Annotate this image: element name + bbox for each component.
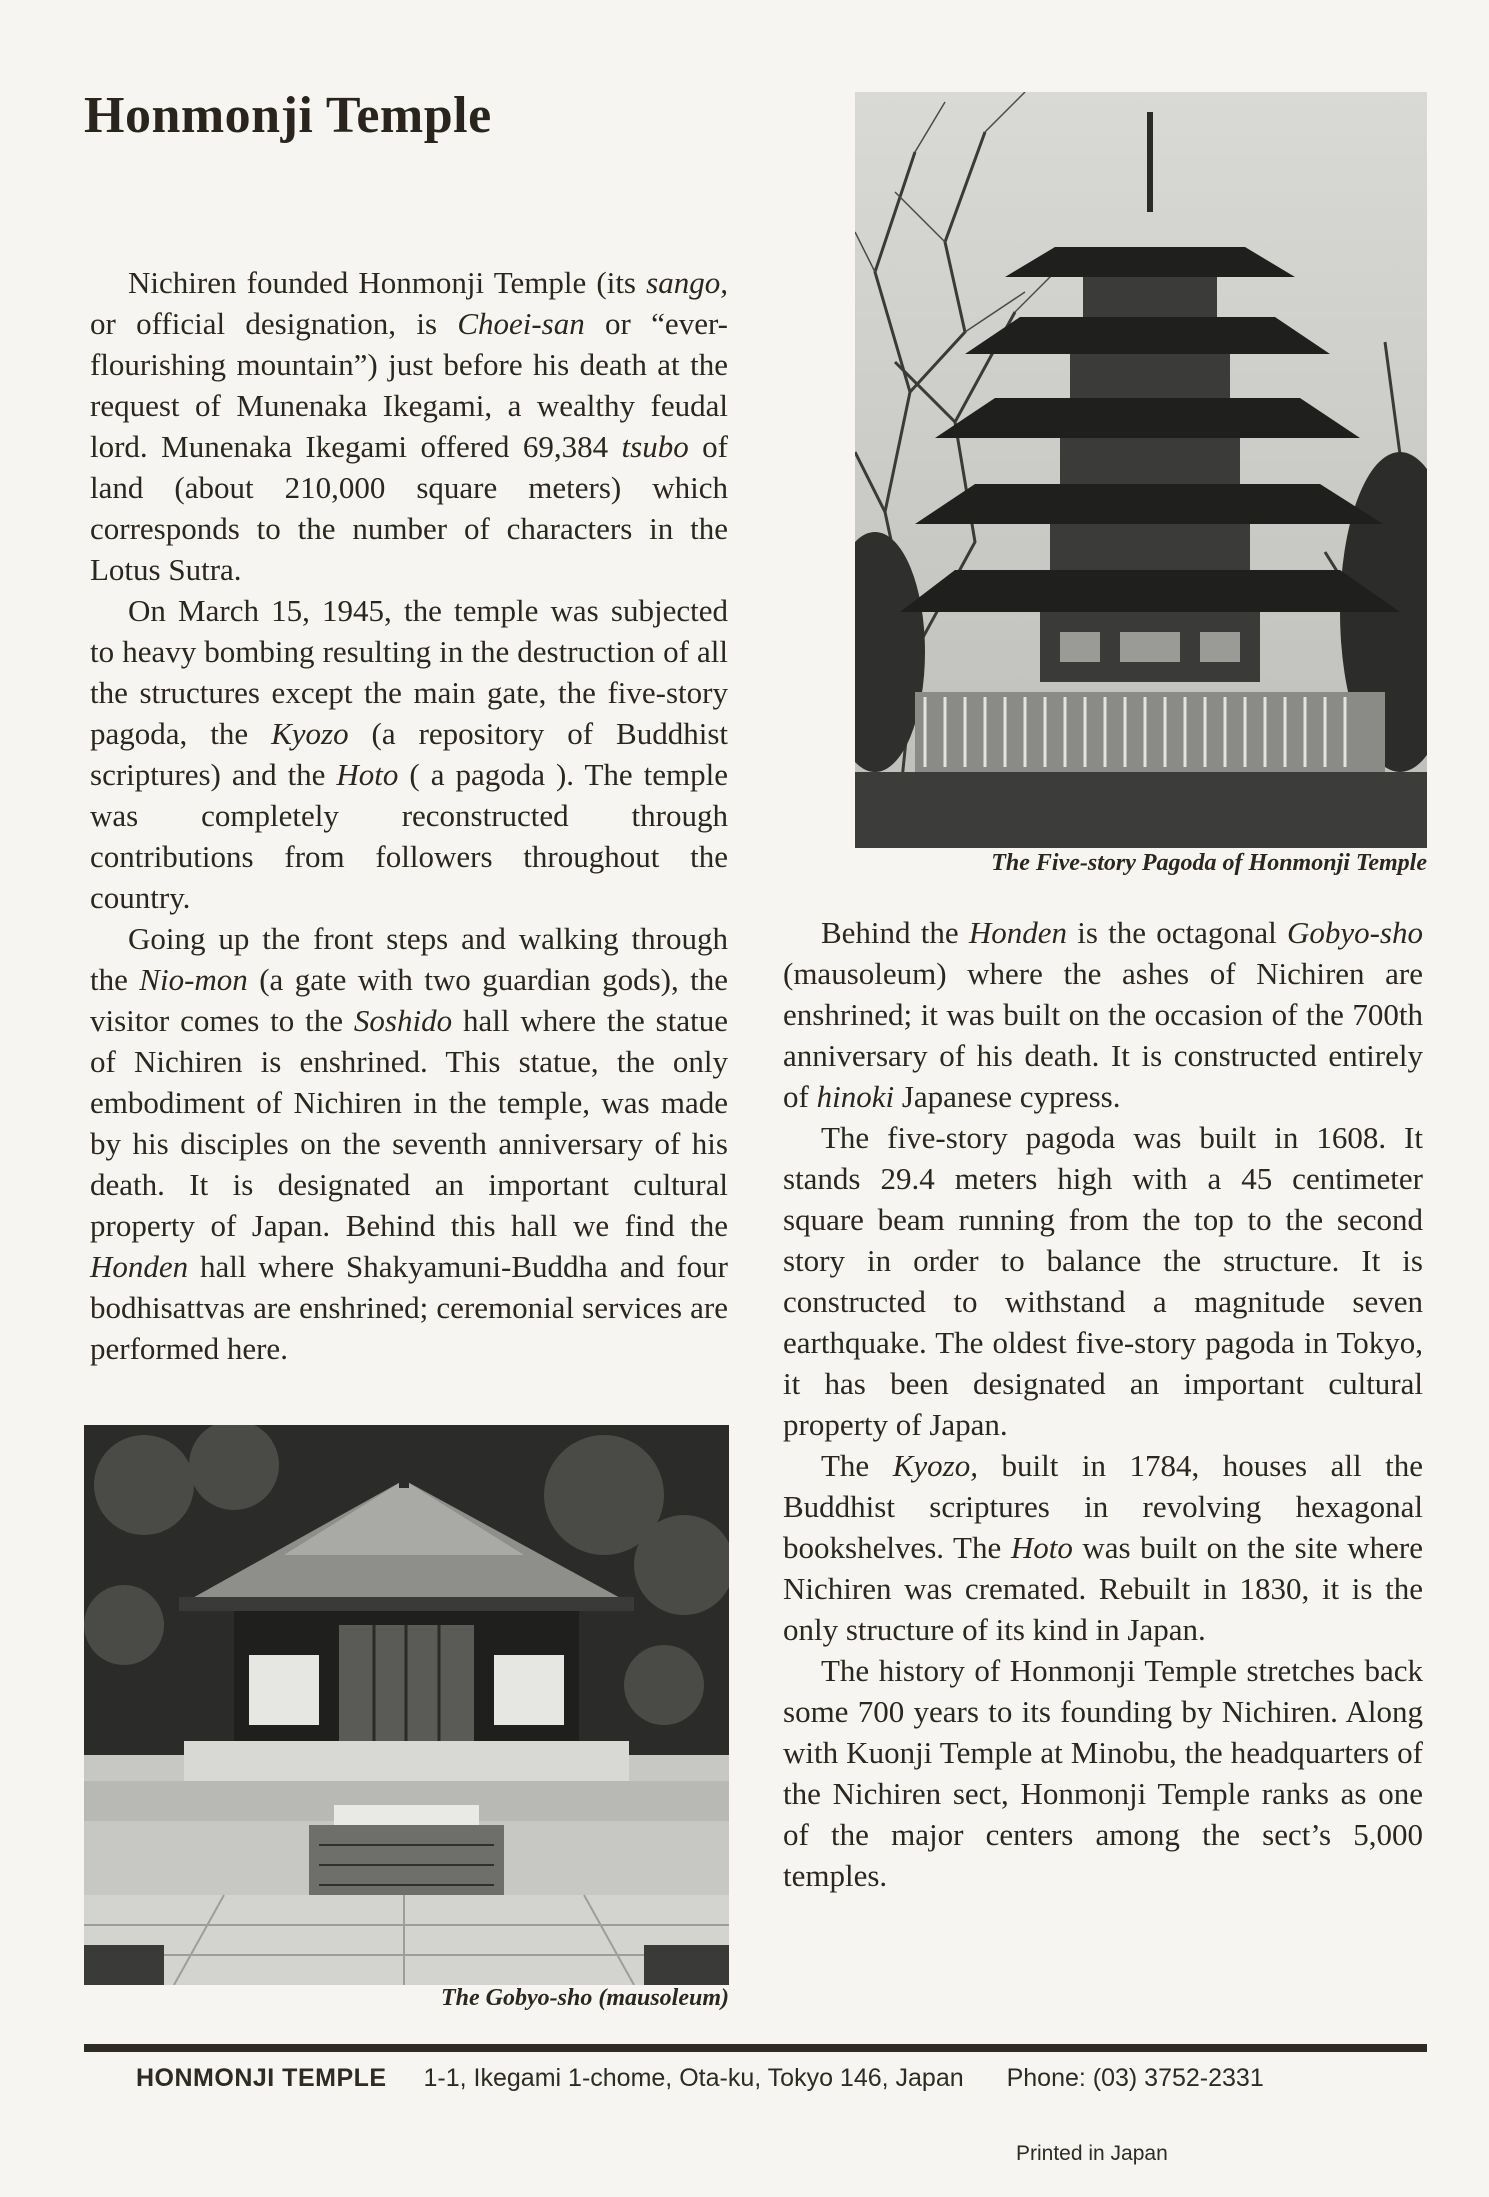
italic-term: sango, — [646, 265, 728, 300]
italic-term: hinoki — [816, 1079, 895, 1114]
italic-term: tsubo — [621, 429, 689, 464]
paragraph: The five-story pagoda was built in 1608. It stands 29.4 meters high with a 45 centimeter square beam running from the top to the second story in order to balance the structure. It is constructed to withstand a magnitude seven earthquake. The oldest five-story pagoda in Tokyo, it has been designated an important cultural property of Japan. — [783, 1120, 1423, 1442]
italic-term: Choei-san — [457, 306, 585, 341]
italic-term: Kyozo — [271, 716, 349, 751]
italic-term: Gobyo-sho — [1286, 915, 1423, 950]
footer — [136, 2064, 1264, 2093]
paragraph: The Kyozo, built in 1784, houses all the Buddhist scriptures in revolving hexagonal bookshelves. The Hoto was built on the site where Nichiren was cremated. Rebuilt in 1830, it is the only structure of its kind in Japan. — [783, 1448, 1423, 1647]
italic-term: Hoto — [1010, 1530, 1073, 1565]
page-title: Honmonji Temple — [84, 87, 492, 144]
italic-term: Hoto — [336, 757, 399, 792]
footer-temple-name: HONMONJI TEMPLE — [136, 2064, 387, 2092]
printed-in-note: Printed in Japan — [1016, 2142, 1168, 2165]
paragraph: Nichiren founded Honmonji Temple (its sango, or official designation, is Choei-san or “ever-flourishing mountain”) just before his death at the request of Munenaka Ikegami, a wealthy feudal lord. Munenaka Ikegami offered 69,384 tsubo of land (about 210,000 square meters) which corresponds to the number of characters in the Lotus Sutra. — [90, 265, 728, 587]
paragraph: Behind the Honden is the octagonal Gobyo-sho (mausoleum) where the ashes of Nichiren are enshrined; it was built on the occasion of the 700th anniversary of his death. It is constructed entirely of hinoki Japanese cypress. — [783, 915, 1423, 1114]
right-text-column — [783, 912, 1423, 1896]
italic-term: Honden — [90, 1249, 189, 1284]
italic-term: Kyozo, — [892, 1448, 978, 1483]
paragraph: On March 15, 1945, the temple was subjected to heavy bombing resulting in the destruction of all the structures except the main gate, the five-story pagoda, the Kyozo (a repository of Buddhist scriptures) and the Hoto ( a pagoda ). The temple was completely reconstructed through contributions from followers throughout the country. — [90, 593, 728, 915]
footer-phone: Phone: (03) 3752-2331 — [1006, 2064, 1264, 2092]
paragraph: Going up the front steps and walking through the Nio-mon (a gate with two guardian gods), the visitor comes to the Soshido hall where the statue of Nichiren is enshrined. This statue, the only embodiment of Nichiren in the temple, was made by his disciples on the seventh anniversary of his death. It is designated an important cultural property of Japan. Behind this hall we find the Honden hall where Shakyamuni-Buddha and four bodhisattvas are enshrined; ceremonial services are performed here. — [90, 921, 728, 1366]
italic-term: Soshido — [353, 1003, 453, 1038]
pagoda-photo — [855, 92, 1427, 848]
gobyo-sho-photo-caption: The Gobyo-sho (mausoleum) — [441, 1985, 729, 2011]
footer-address: 1-1, Ikegami 1-chome, Ota-ku, Tokyo 146, Japan — [423, 2064, 964, 2092]
footer-divider — [84, 2044, 1427, 2052]
gobyo-sho-photo — [84, 1425, 729, 1985]
italic-term: Honden — [968, 915, 1068, 950]
left-text-column — [90, 262, 728, 1369]
italic-term: Nio-mon — [139, 962, 248, 997]
paragraph: The history of Honmonji Temple stretches back some 700 years to its founding by Nichiren. Along with Kuonji Temple at Minobu, the headquarters of the Nichiren sect, Honmonji Temple ranks as one of the major centers among the sect’s 5,000 temples. — [783, 1653, 1423, 1893]
pagoda-photo-caption: The Five-story Pagoda of Honmonji Temple — [991, 850, 1427, 876]
